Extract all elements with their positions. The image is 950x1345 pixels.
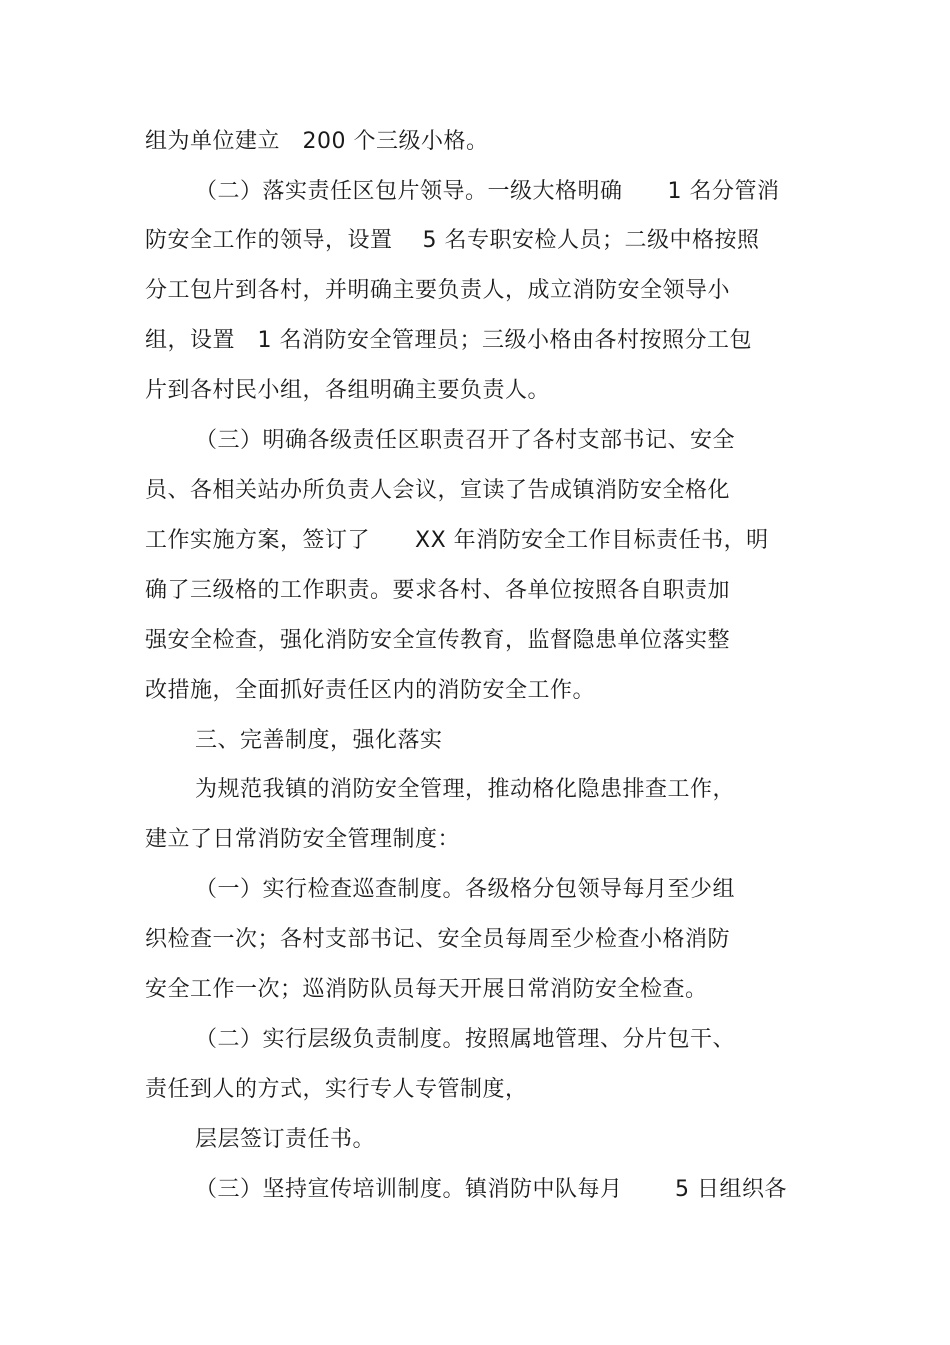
text-line: 员、各相关站办所负责人会议，宣读了告成镇消防安全格化 [145, 478, 731, 503]
text-line: 分工包片到各村，并明确主要负责人，成立消防安全领导小 [145, 278, 731, 303]
text-line: （三）坚持宣传培训制度。镇消防中队每月 5 日组织各 [195, 1177, 787, 1202]
text-line: 确了三级格的工作职责。要求各村、各单位按照各自职责加 [145, 578, 731, 603]
section-heading: 三、完善制度，强化落实 [195, 728, 443, 753]
text-line: （二）实行层级负责制度。按照属地管理、分片包干、 [195, 1027, 736, 1052]
text-line: 为规范我镇的消防安全管理，推动格化隐患排查工作， [195, 777, 736, 802]
text-line: 强安全检查，强化消防安全宣传教育，监督隐患单位落实整 [145, 628, 731, 653]
text-line: （二）落实责任区包片领导。一级大格明确 1 名分管消 [195, 179, 780, 204]
text-line: 安全工作一次；巡消防队员每天开展日常消防安全检查。 [145, 977, 708, 1002]
text-line: 组为单位建立 200 个三级小格。 [145, 129, 489, 154]
text-line: 改措施，全面抓好责任区内的消防安全工作。 [145, 678, 596, 703]
text-line: （一）实行检查巡查制度。各级格分包领导每月至少组 [195, 877, 736, 902]
text-line: 织检查一次；各村支部书记、安全员每周至少检查小格消防 [145, 927, 731, 952]
text-line: 组，设置 1 名消防安全管理员；三级小格由各村按照分工包 [145, 328, 752, 353]
text-line: 建立了日常消防安全管理制度： [145, 827, 461, 852]
text-line: 层层签订责任书。 [195, 1127, 376, 1152]
text-line: 防安全工作的领导，设置 5 名专职安检人员；二级中格按照 [145, 228, 760, 253]
text-line: 工作实施方案，签订了 XX 年消防安全工作目标责任书，明 [145, 528, 769, 553]
text-line: 片到各村民小组，各组明确主要负责人。 [145, 378, 551, 403]
text-line: 责任到人的方式，实行专人专管制度， [145, 1077, 528, 1102]
text-line: （三）明确各级责任区职责召开了各村支部书记、安全 [195, 428, 736, 453]
